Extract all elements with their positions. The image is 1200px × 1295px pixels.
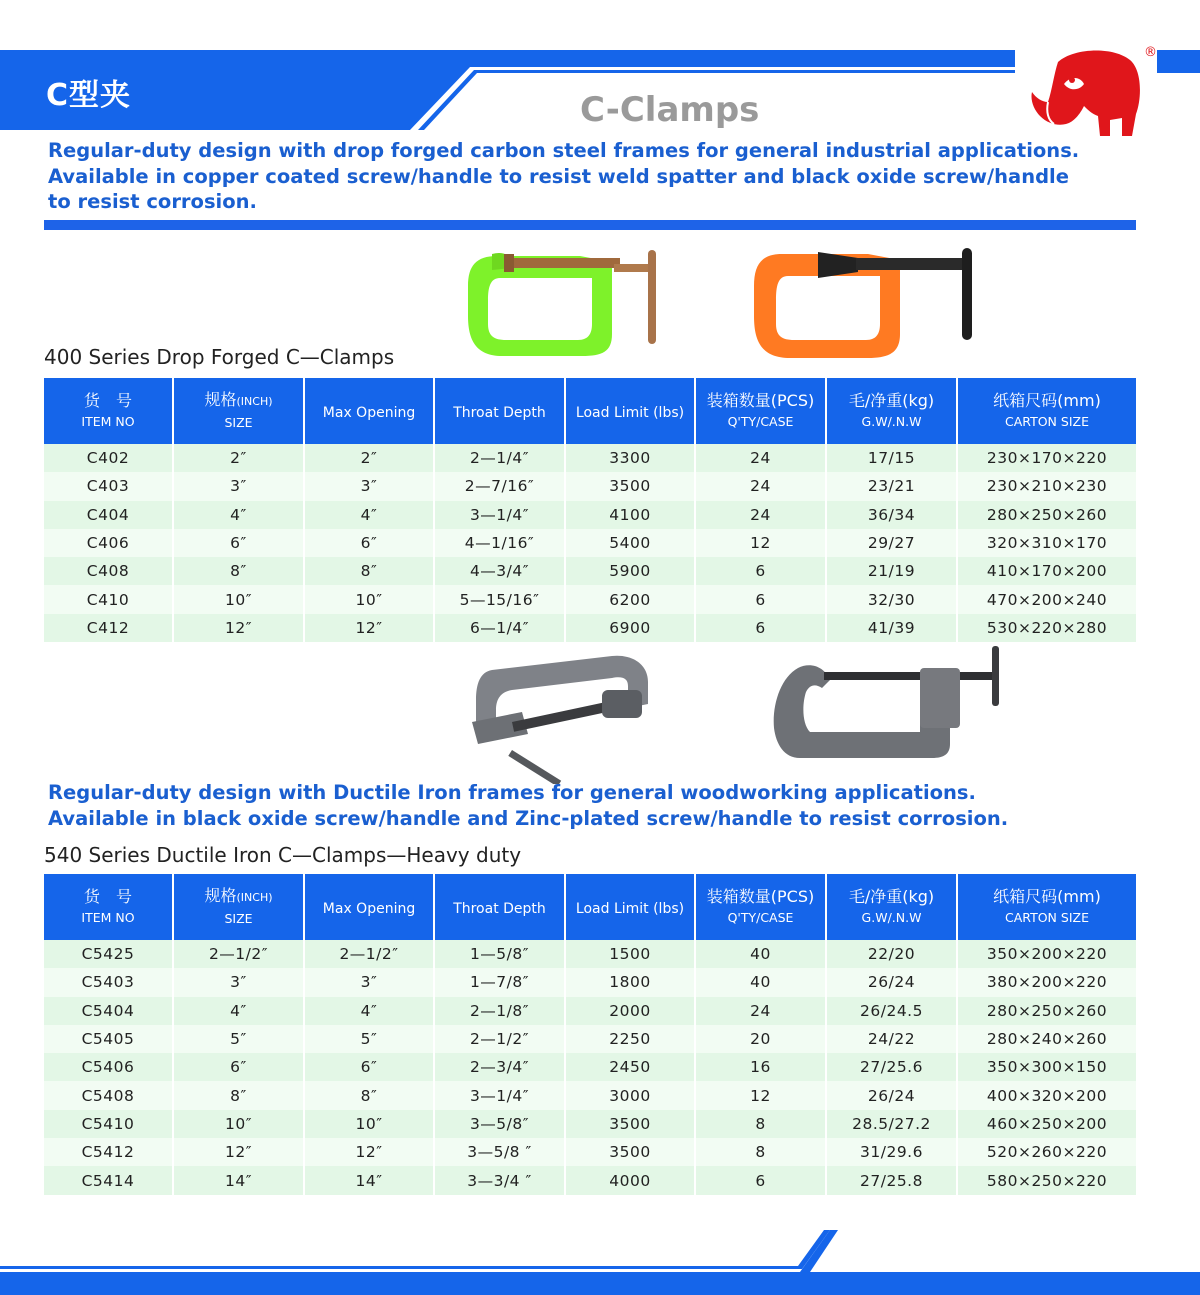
table-row xyxy=(44,968,1136,996)
ductile-iron-c-clamp-image-2 xyxy=(770,644,1010,764)
table-row xyxy=(44,1081,1136,1109)
cell-qty-case: 24 xyxy=(695,472,826,500)
cell-weight: 26/24.5 xyxy=(826,997,957,1025)
cell-throat-depth: 4—1/16″ xyxy=(434,529,565,557)
cell-weight: 21/19 xyxy=(826,557,957,585)
cell-item-no: C5425 xyxy=(44,940,173,968)
cell-size: 8″ xyxy=(173,1081,304,1109)
cell-load-limit: 2250 xyxy=(565,1025,695,1053)
cell-size: 3″ xyxy=(173,472,304,500)
cell-throat-depth: 4—3/4″ xyxy=(434,557,565,585)
cell-weight: 31/29.6 xyxy=(826,1138,957,1166)
cell-item-no: C404 xyxy=(44,501,173,529)
cell-carton-size: 350×200×220 xyxy=(957,940,1136,968)
cell-item-no: C402 xyxy=(44,444,173,472)
cell-item-no: C410 xyxy=(44,585,173,613)
cell-throat-depth: 3—1/4″ xyxy=(434,1081,565,1109)
cell-throat-depth: 2—7/16″ xyxy=(434,472,565,500)
cell-weight: 27/25.8 xyxy=(826,1166,957,1194)
cell-size: 14″ xyxy=(173,1166,304,1194)
cell-carton-size: 400×320×200 xyxy=(957,1081,1136,1109)
cell-qty-case: 8 xyxy=(695,1138,826,1166)
registered-mark: ® xyxy=(1144,45,1157,60)
cell-throat-depth: 3—5/8″ xyxy=(434,1110,565,1138)
col-header-item-no: 货 号 ITEM NO xyxy=(44,378,173,444)
col-header-carton-size: 纸箱尺码(mm) CARTON SIZE xyxy=(957,874,1136,940)
cell-item-no: C408 xyxy=(44,557,173,585)
cell-weight: 27/25.6 xyxy=(826,1053,957,1081)
cell-load-limit: 1800 xyxy=(565,968,695,996)
cell-load-limit: 3500 xyxy=(565,472,695,500)
table-row xyxy=(44,997,1136,1025)
cell-item-no: C5408 xyxy=(44,1081,173,1109)
cell-load-limit: 6900 xyxy=(565,614,695,642)
cell-size: 2″ xyxy=(173,444,304,472)
cell-qty-case: 6 xyxy=(695,585,826,613)
cell-qty-case: 20 xyxy=(695,1025,826,1053)
cell-throat-depth: 2—1/2″ xyxy=(434,1025,565,1053)
cell-load-limit: 6200 xyxy=(565,585,695,613)
cell-carton-size: 520×260×220 xyxy=(957,1138,1136,1166)
cell-size: 5″ xyxy=(173,1025,304,1053)
cell-carton-size: 410×170×200 xyxy=(957,557,1136,585)
cell-size: 10″ xyxy=(173,585,304,613)
cell-load-limit: 2450 xyxy=(565,1053,695,1081)
cell-qty-case: 16 xyxy=(695,1053,826,1081)
cell-max-opening: 8″ xyxy=(304,557,434,585)
cell-throat-depth: 3—5/8 ″ xyxy=(434,1138,565,1166)
cell-max-opening: 3″ xyxy=(304,968,434,996)
cell-throat-depth: 6—1/4″ xyxy=(434,614,565,642)
col-header-throat-depth: Throat Depth xyxy=(434,378,565,444)
intro540-line: Available in black oxide screw/handle and Zinc-plated screw/handle to resist corrosion. xyxy=(48,806,1009,830)
cell-load-limit: 1500 xyxy=(565,940,695,968)
cell-qty-case: 40 xyxy=(695,940,826,968)
cell-max-opening: 3″ xyxy=(304,472,434,500)
cell-size: 6″ xyxy=(173,1053,304,1081)
elephant-logo xyxy=(1018,40,1158,142)
col-header-max-opening: Max Opening xyxy=(304,378,434,444)
cell-throat-depth: 3—3/4 ″ xyxy=(434,1166,565,1194)
cell-load-limit: 3500 xyxy=(565,1110,695,1138)
cell-item-no: C5403 xyxy=(44,968,173,996)
cell-weight: 26/24 xyxy=(826,968,957,996)
cell-carton-size: 530×220×280 xyxy=(957,614,1136,642)
cell-qty-case: 6 xyxy=(695,614,826,642)
cell-carton-size: 350×300×150 xyxy=(957,1053,1136,1081)
cell-qty-case: 6 xyxy=(695,557,826,585)
series400-title: 400 Series Drop Forged C—Clamps xyxy=(44,345,395,369)
cell-max-opening: 4″ xyxy=(304,997,434,1025)
table-row xyxy=(44,529,1136,557)
cell-item-no: C5405 xyxy=(44,1025,173,1053)
cell-max-opening: 8″ xyxy=(304,1081,434,1109)
cell-carton-size: 280×250×260 xyxy=(957,997,1136,1025)
cell-max-opening: 12″ xyxy=(304,1138,434,1166)
green-c-clamp-image xyxy=(462,244,684,364)
cell-max-opening: 14″ xyxy=(304,1166,434,1194)
cell-carton-size: 320×310×170 xyxy=(957,529,1136,557)
elephant-icon xyxy=(1031,50,1139,136)
series400-spec-table xyxy=(44,378,1136,642)
cell-item-no: C5404 xyxy=(44,997,173,1025)
cell-qty-case: 12 xyxy=(695,529,826,557)
cell-load-limit: 5400 xyxy=(565,529,695,557)
cell-weight: 17/15 xyxy=(826,444,957,472)
cell-load-limit: 3000 xyxy=(565,1081,695,1109)
cell-max-opening: 12″ xyxy=(304,614,434,642)
table-row xyxy=(44,1166,1136,1194)
cell-carton-size: 230×210×230 xyxy=(957,472,1136,500)
cell-throat-depth: 5—15/16″ xyxy=(434,585,565,613)
cell-load-limit: 4000 xyxy=(565,1166,695,1194)
cell-size: 12″ xyxy=(173,614,304,642)
cell-max-opening: 10″ xyxy=(304,585,434,613)
cell-carton-size: 230×170×220 xyxy=(957,444,1136,472)
table-row xyxy=(44,585,1136,613)
series540-title: 540 Series Ductile Iron C—Clamps—Heavy duty xyxy=(44,843,522,867)
cell-item-no: C403 xyxy=(44,472,173,500)
cell-throat-depth: 2—1/8″ xyxy=(434,997,565,1025)
cell-size: 8″ xyxy=(173,557,304,585)
cell-qty-case: 8 xyxy=(695,1110,826,1138)
orange-c-clamp-image xyxy=(748,244,992,364)
table-row xyxy=(44,444,1136,472)
cell-size: 4″ xyxy=(173,997,304,1025)
cell-item-no: C412 xyxy=(44,614,173,642)
cell-max-opening: 6″ xyxy=(304,529,434,557)
cell-item-no: C5410 xyxy=(44,1110,173,1138)
cell-load-limit: 3500 xyxy=(565,1138,695,1166)
page-title-chinese: C型夹 xyxy=(46,78,132,113)
cell-weight: 23/21 xyxy=(826,472,957,500)
intro-line: Available in copper coated screw/handle to resist weld spatter and black oxide screw/handle xyxy=(48,164,1069,188)
cell-size: 6″ xyxy=(173,529,304,557)
table-row xyxy=(44,472,1136,500)
cell-item-no: C406 xyxy=(44,529,173,557)
cell-max-opening: 10″ xyxy=(304,1110,434,1138)
footer-banner xyxy=(0,1230,1200,1295)
col-header-weight: 毛/净重(kg) G.W/.N.W xyxy=(826,378,957,444)
col-header-qty-case: 装箱数量(PCS) Q'TY/CASE xyxy=(695,874,826,940)
col-header-load-limit: Load Limit (lbs) xyxy=(565,874,695,940)
cell-load-limit: 3300 xyxy=(565,444,695,472)
cell-weight: 41/39 xyxy=(826,614,957,642)
cell-qty-case: 6 xyxy=(695,1166,826,1194)
col-header-item-no: 货 号 ITEM NO xyxy=(44,874,173,940)
col-header-weight: 毛/净重(kg) G.W/.N.W xyxy=(826,874,957,940)
cell-carton-size: 380×200×220 xyxy=(957,968,1136,996)
table-row xyxy=(44,1110,1136,1138)
table-row xyxy=(44,501,1136,529)
cell-carton-size: 280×240×260 xyxy=(957,1025,1136,1053)
cell-max-opening: 2″ xyxy=(304,444,434,472)
col-header-size: 规格(INCH) SIZE xyxy=(173,378,304,444)
cell-throat-depth: 1—5/8″ xyxy=(434,940,565,968)
cell-weight: 24/22 xyxy=(826,1025,957,1053)
col-header-throat-depth: Throat Depth xyxy=(434,874,565,940)
cell-size: 2—1/2″ xyxy=(173,940,304,968)
cell-item-no: C5406 xyxy=(44,1053,173,1081)
series540-spec-table xyxy=(44,874,1136,1195)
cell-load-limit: 2000 xyxy=(565,997,695,1025)
cell-qty-case: 24 xyxy=(695,997,826,1025)
col-header-size: 规格(INCH) SIZE xyxy=(173,874,304,940)
cell-weight: 22/20 xyxy=(826,940,957,968)
table-row xyxy=(44,1053,1136,1081)
cell-throat-depth: 2—3/4″ xyxy=(434,1053,565,1081)
cell-throat-depth: 2—1/4″ xyxy=(434,444,565,472)
cell-load-limit: 5900 xyxy=(565,557,695,585)
cell-carton-size: 280×250×260 xyxy=(957,501,1136,529)
intro-line: Regular-duty design with drop forged carbon steel frames for general industrial applications. xyxy=(48,139,1080,162)
cell-weight: 28.5/27.2 xyxy=(826,1110,957,1138)
cell-max-opening: 6″ xyxy=(304,1053,434,1081)
cell-weight: 29/27 xyxy=(826,529,957,557)
intro540-line: Regular-duty design with Ductile Iron frames for general woodworking applications. xyxy=(48,781,976,804)
cell-qty-case: 24 xyxy=(695,444,826,472)
cell-load-limit: 4100 xyxy=(565,501,695,529)
cell-qty-case: 24 xyxy=(695,501,826,529)
intro-line: to resist corrosion. xyxy=(48,190,257,213)
ductile-iron-c-clamp-image-1 xyxy=(452,650,662,784)
table-row xyxy=(44,1025,1136,1053)
col-header-load-limit: Load Limit (lbs) xyxy=(565,378,695,444)
page-title-english: C-Clamps xyxy=(580,90,760,130)
cell-throat-depth: 3—1/4″ xyxy=(434,501,565,529)
cell-item-no: C5414 xyxy=(44,1166,173,1194)
table-row xyxy=(44,1138,1136,1166)
cell-weight: 36/34 xyxy=(826,501,957,529)
cell-throat-depth: 1—7/8″ xyxy=(434,968,565,996)
table-row xyxy=(44,940,1136,968)
cell-weight: 32/30 xyxy=(826,585,957,613)
table-header-row xyxy=(44,378,1136,444)
divider-rule xyxy=(44,220,1136,230)
table-header-row xyxy=(44,874,1136,940)
cell-max-opening: 5″ xyxy=(304,1025,434,1053)
cell-carton-size: 580×250×220 xyxy=(957,1166,1136,1194)
cell-qty-case: 40 xyxy=(695,968,826,996)
cell-carton-size: 460×250×200 xyxy=(957,1110,1136,1138)
col-header-max-opening: Max Opening xyxy=(304,874,434,940)
col-header-qty-case: 装箱数量(PCS) Q'TY/CASE xyxy=(695,378,826,444)
cell-weight: 26/24 xyxy=(826,1081,957,1109)
cell-qty-case: 12 xyxy=(695,1081,826,1109)
cell-item-no: C5412 xyxy=(44,1138,173,1166)
intro-description xyxy=(48,138,1079,215)
cell-size: 4″ xyxy=(173,501,304,529)
cell-size: 12″ xyxy=(173,1138,304,1166)
cell-size: 10″ xyxy=(173,1110,304,1138)
cell-carton-size: 470×200×240 xyxy=(957,585,1136,613)
cell-max-opening: 2—1/2″ xyxy=(304,940,434,968)
table-row xyxy=(44,557,1136,585)
table-row xyxy=(44,614,1136,642)
cell-size: 3″ xyxy=(173,968,304,996)
series540-description xyxy=(48,780,1008,831)
col-header-carton-size: 纸箱尺码(mm) CARTON SIZE xyxy=(957,378,1136,444)
cell-max-opening: 4″ xyxy=(304,501,434,529)
